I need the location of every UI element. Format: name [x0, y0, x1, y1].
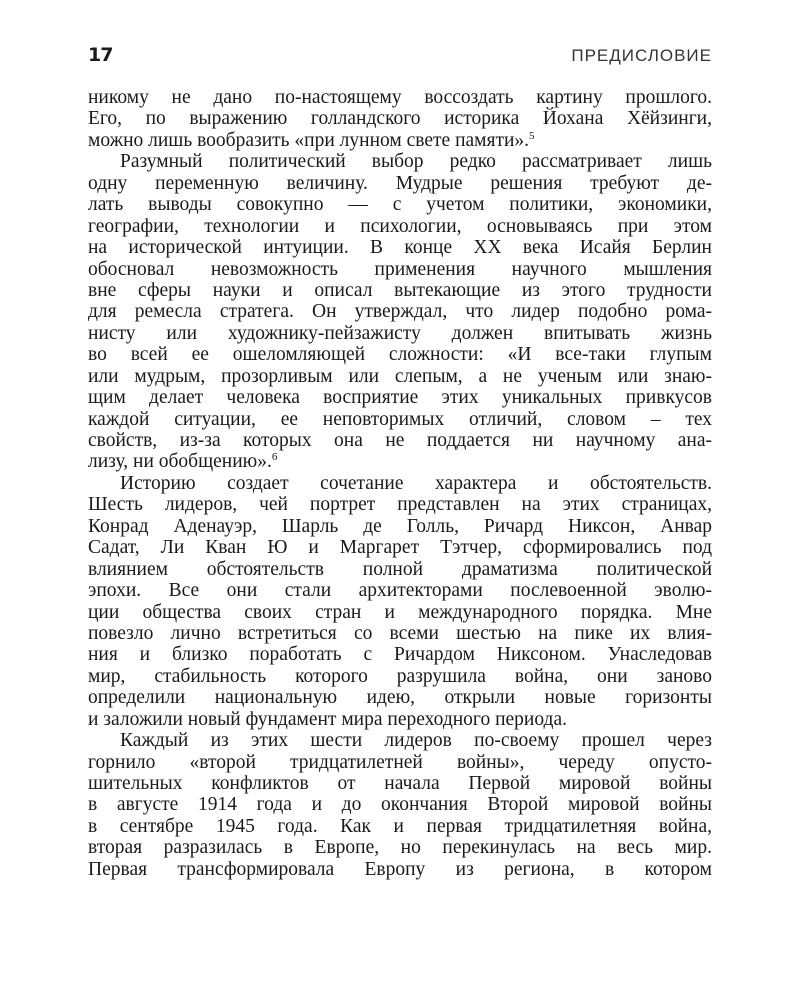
paragraph	[88, 151, 712, 473]
text-line	[88, 451, 712, 472]
text-line	[88, 387, 712, 408]
text-line	[88, 537, 712, 558]
line-text: географии, технологии и психологии, основываясь при этом	[88, 215, 712, 237]
text-line	[88, 473, 712, 494]
text-line	[88, 623, 712, 644]
line-text: во всей ее ошеломляющей сложности: «И все-таки глупым	[88, 344, 712, 366]
line-text: на исторической интуиции. В конце XX века Исайя Берлин	[88, 237, 712, 259]
text-line	[88, 773, 712, 794]
line-text: можно лишь вообразить «при лунном свете памяти».	[88, 129, 530, 151]
text-line	[88, 752, 712, 773]
line-text: и заложили новый фундамент мира переходного периода.	[88, 708, 567, 730]
text-line	[88, 709, 712, 730]
line-text: никому не дано по-настоящему воссоздать картину прошлого.	[88, 87, 712, 108]
text-line	[88, 409, 712, 430]
text-line	[88, 216, 712, 237]
page-number: 17	[88, 44, 113, 66]
text-line	[88, 666, 712, 687]
line-text: в сентябре 1945 года. Как и первая тридцатилетняя война,	[88, 815, 712, 837]
text-line	[88, 580, 712, 601]
line-text: для ремесла стратега. Он утверждал, что лидер подобно рома-	[88, 301, 712, 323]
text-line	[88, 280, 712, 301]
paragraph	[88, 87, 712, 151]
text-line	[88, 130, 712, 151]
line-text: лать выводы совокупно — с учетом политики, экономики,	[88, 194, 712, 216]
body-text	[88, 87, 712, 880]
text-line	[88, 644, 712, 665]
text-line	[88, 259, 712, 280]
line-text: влиянием обстоятельств полной драматизма политической	[88, 558, 712, 580]
line-text: нисту или художнику-пейзажисту должен впитывать жизнь	[88, 322, 712, 344]
text-line	[88, 602, 712, 623]
paragraph	[88, 730, 712, 880]
line-text: обосновал невозможность применения научного мышления	[88, 258, 712, 280]
line-text: вторая разразилась в Европе, но перекинулась на весь мир.	[88, 837, 712, 859]
text-line	[88, 687, 712, 708]
line-text: ции общества своих стран и международного порядка. Мне	[88, 601, 712, 623]
text-line	[88, 87, 712, 108]
running-header: ПРЕДИСЛОВИЕ	[571, 46, 712, 65]
footnote-marker[interactable]: 6	[271, 451, 278, 464]
line-text: ния и близко поработать с Ричардом Никсоном. Унаследовав	[88, 644, 712, 666]
line-text: Первая трансформировала Европу из региона, в котором	[88, 858, 712, 880]
line-text: горнило «второй тридцатилетней войны», череду опусто-	[88, 751, 712, 773]
text-line	[88, 194, 712, 215]
line-text: в августе 1914 года и до окончания Второй мировой войны	[88, 794, 712, 816]
line-text: Историю создает сочетание характера и обстоятельств.	[120, 472, 712, 494]
text-line	[88, 730, 712, 751]
text-line	[88, 859, 712, 880]
text-line	[88, 237, 712, 258]
text-line	[88, 559, 712, 580]
line-text: шительных конфликтов от начала Первой мировой войны	[88, 773, 712, 794]
line-text: Разумный политический выбор редко рассматривает лишь	[120, 151, 712, 173]
line-text: Каждый из этих шести лидеров по-своему прошел через	[120, 730, 712, 752]
text-line	[88, 301, 712, 322]
text-line	[88, 494, 712, 515]
text-line	[88, 344, 712, 365]
text-line	[88, 108, 712, 129]
line-text: повезло лично встретиться со всеми шестью на пике их влия-	[88, 622, 712, 644]
line-text: Его, по выражению голландского историка Йохана Хёйзинги,	[88, 108, 712, 130]
line-text: эпохи. Все они стали архитекторами послевоенной эволю-	[88, 580, 712, 602]
line-text: Шесть лидеров, чей портрет представлен на этих страницах,	[88, 494, 712, 516]
footnote-marker[interactable]: 5	[529, 129, 535, 142]
text-line	[88, 151, 712, 172]
line-text: каждой ситуации, ее неповторимых отличий, словом – тех	[88, 408, 712, 430]
line-text: мир, стабильность которого разрушила война, они заново	[88, 665, 712, 687]
line-text: определили национальную идею, открыли новые горизонты	[88, 687, 712, 709]
text-line	[88, 173, 712, 194]
line-text: вне сферы науки и описал вытекающие из этого трудности	[88, 279, 712, 301]
line-text: свойств, из-за которых она не поддается ни научному ана-	[88, 430, 712, 451]
line-text: щим делает человека восприятие этих уникальных привкусов	[88, 387, 712, 409]
text-line	[88, 366, 712, 387]
line-text: или мудрым, прозорливым или слепым, а не ученым или знаю-	[88, 365, 712, 387]
line-text: лизу, ни обобщению».	[88, 451, 272, 473]
text-line	[88, 794, 712, 815]
text-line	[88, 430, 712, 451]
line-text: Садат, Ли Кван Ю и Маргарет Тэтчер, сформировались под	[88, 537, 712, 559]
text-line	[88, 516, 712, 537]
text-line	[88, 323, 712, 344]
text-line	[88, 816, 712, 837]
line-text: одну переменную величину. Мудрые решения требуют де-	[88, 172, 712, 194]
line-text: Конрад Аденауэр, Шарль де Голль, Ричард Никсон, Анвар	[88, 515, 712, 537]
paragraph	[88, 473, 712, 730]
text-line	[88, 837, 712, 858]
